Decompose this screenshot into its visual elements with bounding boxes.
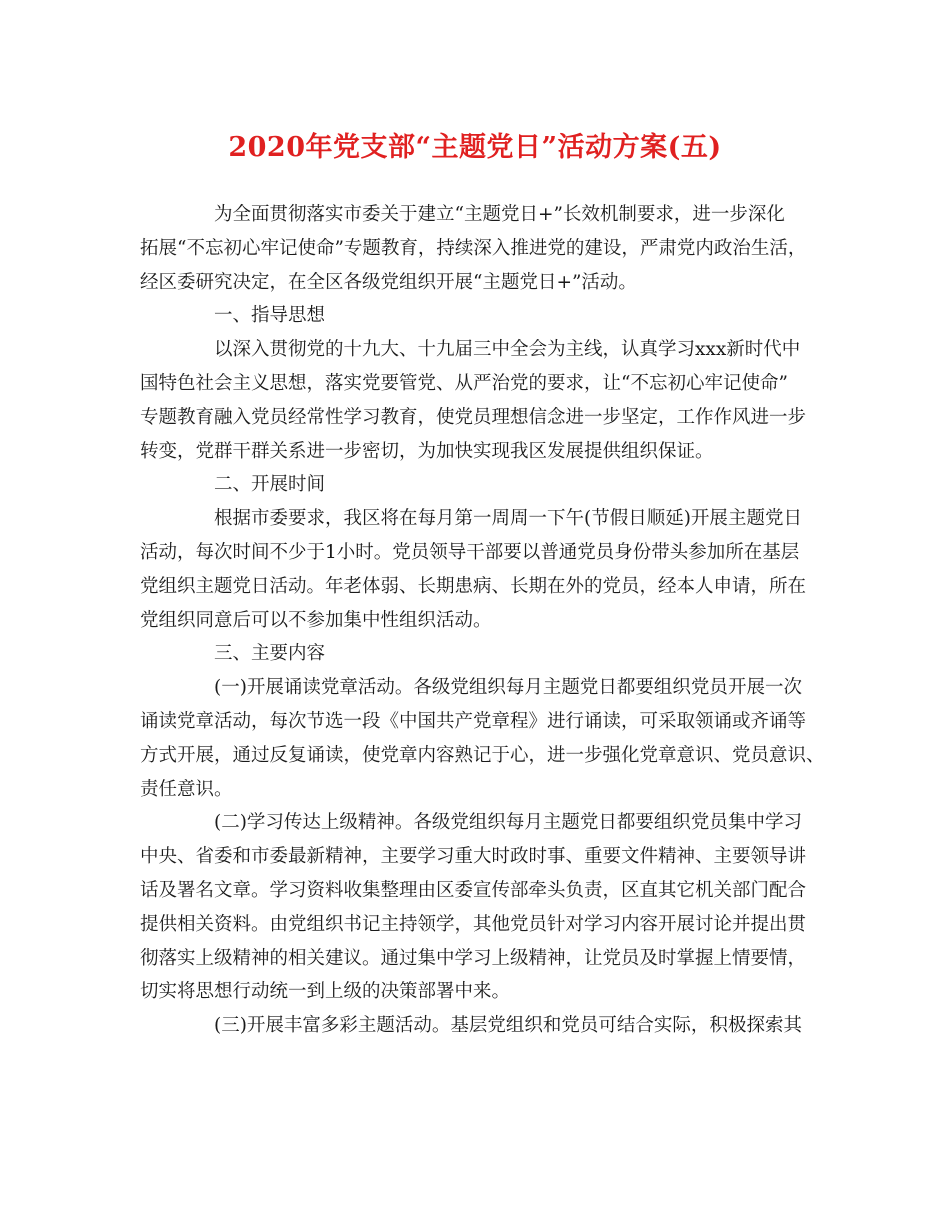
text-line: (一)开展诵读党章活动。各级党组织每月主题党日都要组织党员开展一次 <box>214 677 802 699</box>
text-line: 诵读党章活动，每次节选一段《中国共产党章程》进行诵读，可采取领诵或齐诵等 <box>140 710 807 732</box>
section-heading-time <box>140 468 826 502</box>
section-heading: 三、主要内容 <box>214 643 326 665</box>
text-line: 切实将思想行动统一到上级的决策部署中来。 <box>140 981 511 1003</box>
document-body <box>140 198 826 1043</box>
paragraph-item-one <box>140 671 826 806</box>
text-line: 根据市委要求，我区将在每月第一周周一下午(节假日顺延)开展主题党日 <box>214 508 802 530</box>
text-line: 专题教育融入党员经常性学习教育，使党员理想信念进一步坚定，工作作风进一步 <box>140 406 807 428</box>
section-heading: 二、开展时间 <box>214 474 326 496</box>
text-line: 拓展“不忘初心牢记使命”专题教育，持续深入推进党的建设，严肃党内政治生活， <box>140 237 807 259</box>
text-line: 提供相关资料。由党组织书记主持领学，其他党员针对学习内容开展讨论并提出贯 <box>140 913 807 935</box>
text-line: 活动，每次时间不少于1小时。党员领导干部要以普通党员身份带头参加所在基层 <box>140 541 800 563</box>
text-line: 方式开展，通过反复诵读，使党章内容熟记于心，进一步强化党章意识、党员意识、 <box>140 744 825 766</box>
text-line: 责任意识。 <box>140 778 233 800</box>
section-heading-content <box>140 637 826 671</box>
paragraph-item-two <box>140 806 826 1009</box>
text-line: 彻落实上级精神的相关建议。通过集中学习上级精神，让党员及时掌握上情要情， <box>140 947 807 969</box>
section-heading-guiding-thought <box>140 299 826 333</box>
paragraph-item-three <box>140 1009 826 1043</box>
text-line: 以深入贯彻党的十九大、十九届三中全会为主线，认真学习xxx新时代中 <box>214 339 801 361</box>
text-line: 经区委研究决定，在全区各级党组织开展“主题党日+”活动。 <box>140 271 637 293</box>
text-line: (三)开展丰富多彩主题活动。基层党组织和党员可结合实际，积极探索其 <box>214 1015 802 1037</box>
paragraph-guiding-thought <box>140 333 826 468</box>
text-line: 话及署名文章。学习资料收集整理由区委宣传部牵头负责，区直其它机关部门配合 <box>140 879 807 901</box>
text-line: 国特色社会主义思想，落实党要管党、从严治党的要求，让“不忘初心牢记使命” <box>140 372 788 394</box>
text-line: (二)学习传达上级精神。各级党组织每月主题党日都要组织党员集中学习 <box>214 812 802 834</box>
paragraph-intro <box>140 198 826 299</box>
section-heading: 一、指导思想 <box>214 305 326 327</box>
text-line: 党组织同意后可以不参加集中性组织活动。 <box>140 609 492 631</box>
paragraph-time <box>140 502 826 637</box>
text-line: 党组织主题党日活动。年老体弱、长期患病、长期在外的党员，经本人申请，所在 <box>140 575 807 597</box>
text-line: 为全面贯彻落实市委关于建立“主题党日+”长效机制要求，进一步深化 <box>214 204 785 225</box>
text-line: 转变，党群干群关系进一步密切，为加快实现我区发展提供组织保证。 <box>140 440 714 462</box>
text-line: 中央、省委和市委最新精神，主要学习重大时政时事、重要文件精神、主要领导讲 <box>140 846 807 868</box>
document-title: 2020年党支部“主题党日”活动方案(五) <box>228 132 722 163</box>
